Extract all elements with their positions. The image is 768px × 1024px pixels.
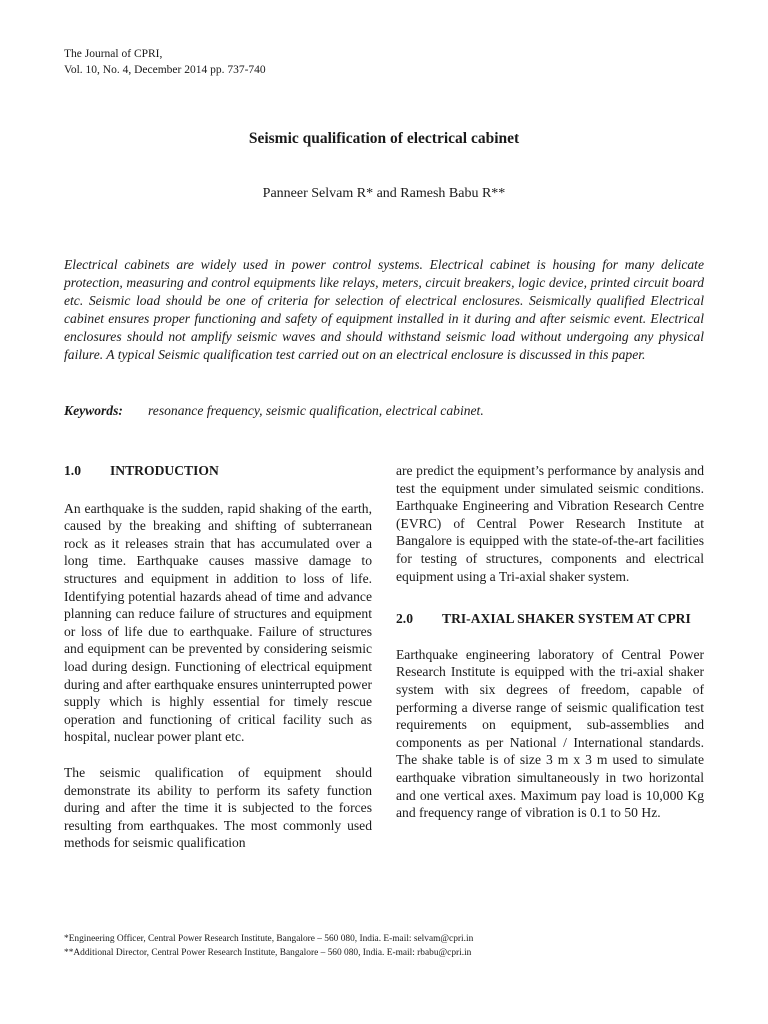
section-number: 1.0: [64, 463, 81, 478]
paragraph: An earthquake is the sudden, rapid shaking of the earth, caused by the breaking and shifting of subterranean rock as it releases strain that has accumulated over a long time. Earthquake causes massive damage to structures and equipment in addition to loss of life. Identifying potential hazards ahead of time and advance planning can reduce failure of structures and equipment or loss of life due to earthquake. Failure of structures and equipment can be prevented by considering seismic load during design. Functioning of electrical equipment during and after earthquake ensures uninterrupted power supply which is highly essential for timely rescue operation and functioning of critical facility such as hospital, nuclear power plant etc.: [64, 500, 373, 745]
paragraph: are predict the equipment’s performance by analysis and test the equipment under simulated seismic conditions. Earthquake Engineering and Vibration Research Centre (EVRC) of Central Power Research Institute at Bangalore is equipped with the state-of-the-art facilities for testing of structures, components and electrical equipment using a Tri-axial shaker system.: [396, 463, 704, 584]
keywords: [64, 403, 704, 419]
keywords-text: resonance frequency, seismic qualification, electrical cabinet.: [148, 403, 484, 418]
section-number: 2.0: [396, 611, 413, 627]
keywords-label: Keywords:: [64, 403, 123, 418]
paragraph: Earthquake engineering laboratory of Central Power Research Institute is equipped with the tri-axial shaker system with six degrees of freedom, capable of performing a diverse range of seismic qualification test requirements on equipment, sub-assemblies and components as per National / International standards. The shake table is of size 3 m x 3 m used to simulate earthquake vibration simultaneously in two horizontal and one vertical axes. Maximum pay load is 10,000 Kg and frequency range of vibration is 0.1 to 50 Hz.: [396, 646, 704, 821]
footnote: *Engineering Officer, Central Power Research Institute, Bangalore – 560 080, India. E-mail: selvam@cpri.in: [64, 934, 474, 944]
section-heading-shaker-system: [396, 610, 704, 628]
footnotes: [64, 932, 473, 960]
abstract: Electrical cabinets are widely used in power control systems. Electrical cabinet is housing for many delicate protection, measuring and control equipments like relays, meters, circuit breakers, logic device, printed circuit board etc. Seismic load should be one of criteria for selection of electrical enclosures. Seismically qualified Electrical cabinet ensures proper functioning and safety of equipment installed in it during and after seismic event. Electrical enclosures should not amplify seismic waves and should withstand seismic load without undergoing any physical failure. A typical Seismic qualification test carried out on an electrical enclosure is discussed in this paper.: [64, 257, 704, 362]
footnote: **Additional Director, Central Power Research Institute, Bangalore – 560 080, India. E-mail: rbabu@cpri.in: [64, 948, 472, 958]
right-column: [396, 462, 704, 822]
section-title: INTRODUCTION: [110, 463, 219, 478]
journal-header: [64, 46, 266, 78]
paragraph: The seismic qualification of equipment should demonstrate its ability to perform its safety function during and after the time it is subjected to the forces resulting from earthquakes. The most commonly used methods for seismic qualification: [64, 764, 372, 851]
section-heading-introduction: [64, 462, 372, 480]
paper-title: Seismic qualification of electrical cabinet: [248, 130, 520, 147]
journal-name: The Journal of CPRI,: [64, 48, 163, 60]
left-column: [64, 462, 372, 852]
paper-authors: Panneer Selvam R* and Ramesh Babu R**: [262, 186, 506, 201]
journal-volume-info: Vol. 10, No. 4, December 2014 pp. 737-740: [64, 64, 266, 76]
section-title: TRI-AXIAL SHAKER SYSTEM AT CPRI: [442, 611, 691, 627]
